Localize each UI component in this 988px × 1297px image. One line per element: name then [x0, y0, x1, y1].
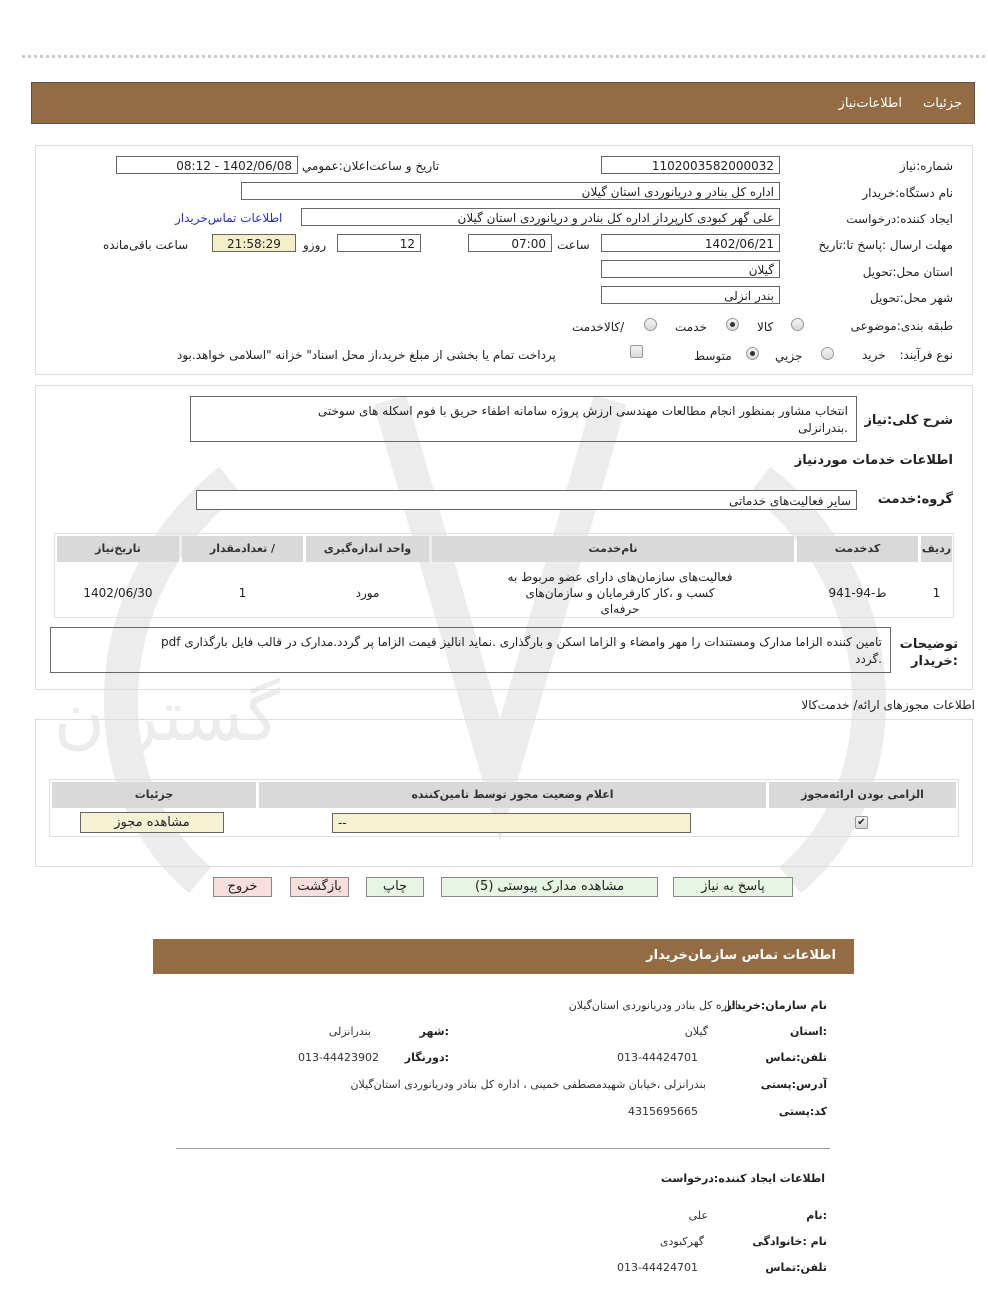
deadline-date-field: 1402/06/21	[601, 234, 780, 252]
buyer-org-field: اداره کل بنادر و دریانوردی استان گیلان	[241, 182, 780, 200]
service-group-field: سایر فعالیت‌های خدماتی	[196, 490, 857, 510]
process-medium-radio[interactable]	[746, 347, 759, 360]
service-name-line-2: کسب و ،کار کارفرمایان و سازمان‌های	[525, 586, 715, 600]
deadline-time-label: ساعت	[557, 238, 590, 252]
service-name-line-1: فعالیت‌های سازمان‌های دارای عضو مربوط به	[507, 570, 733, 584]
general-info-panel	[35, 145, 973, 375]
contact-province-value: گیلان	[684, 1025, 708, 1038]
buyer-notes-label	[900, 636, 958, 670]
contact-org-value: اداره کل بنادر ودریانوردی استان‌گیلان	[568, 999, 738, 1012]
service-name-line-3: حرفه‌ای	[600, 602, 640, 616]
contact-province-label: :استان	[790, 1025, 827, 1038]
days-field: 12	[337, 234, 421, 252]
buyer-notes-line-2: .گردد	[855, 652, 882, 666]
remaining-time-field: 21:58:29	[212, 234, 296, 252]
services-heading: اطلاعات خدمات موردنیاز	[794, 453, 953, 468]
contact-city-value: بندرانزلی	[328, 1025, 371, 1038]
process-buy-text: خرید	[862, 348, 886, 362]
th-permit-details: جزئیات	[52, 782, 256, 808]
process-partial-radio[interactable]	[821, 347, 834, 360]
process-partial-text: جزيي	[775, 349, 803, 363]
city-label: شهر محل:تحویل	[869, 291, 953, 305]
creator-phone-value: 013-44424701	[617, 1261, 698, 1274]
process-medium-text: متوسط	[694, 349, 732, 363]
category-goods-service-text: /کالاخدمت	[572, 320, 625, 334]
category-service-radio[interactable]	[726, 318, 739, 331]
th-permit-status: اعلام وضعیت مجوز توسط تامین‌کننده	[259, 782, 766, 808]
th-service-code: کدخدمت	[797, 536, 918, 562]
deadline-time-field: 07:00	[468, 234, 552, 252]
days-label: روزو	[303, 238, 327, 252]
view-permit-button[interactable]: مشاهده مجوز	[80, 812, 224, 833]
service-group-label: گروه:خدمت	[877, 492, 953, 507]
creator-family-value: گهرکبودی	[659, 1235, 704, 1248]
th-quantity: / تعدادمقدار	[182, 536, 303, 562]
cell-need-date: 1402/06/30	[83, 586, 153, 600]
buyer-notes-label-line-1: توضیحات	[899, 637, 958, 652]
creator-name-label: :نام	[806, 1209, 827, 1222]
contact-fax-label: :دورنگار	[404, 1051, 449, 1064]
cell-index: 1	[932, 586, 941, 600]
need-number-label: شماره:نیاز	[899, 159, 953, 173]
category-label: طبقه بندی:موضوعی	[850, 319, 953, 333]
contact-phone-label: تلفن:تماس	[765, 1051, 827, 1064]
permit-status-field: --	[332, 813, 691, 833]
creator-name-value: علی	[688, 1209, 708, 1222]
th-need-date: تاریخ‌نیاز	[57, 536, 179, 562]
tab-details[interactable]: جزئیات	[923, 96, 962, 111]
buyer-contact-link[interactable]: اطلاعات تماس‌خریدار	[175, 211, 283, 225]
description-label: شرح کلی:نیاز	[864, 413, 953, 428]
cell-unit: مورد	[355, 586, 380, 600]
contact-postal-value: 4315695665	[628, 1105, 698, 1118]
reply-to-need-button[interactable]: پاسخ به نیاز	[673, 877, 793, 897]
contact-divider	[176, 1148, 830, 1149]
category-goods-text: کالا	[757, 320, 774, 334]
th-unit: واحد اندازه‌گیری	[306, 536, 429, 562]
th-permit-required: الزامی بودن ارائه‌مجوز	[769, 782, 956, 808]
cell-code: ط-94-941	[828, 586, 887, 600]
province-label: استان محل:تحویل	[862, 265, 953, 279]
contact-org-label: نام سازمان:خریدار	[725, 999, 827, 1012]
announce-field: 1402/06/08 - 08:12	[116, 156, 298, 174]
description-box	[190, 396, 857, 442]
category-goods-radio[interactable]	[791, 318, 804, 331]
contact-header	[153, 939, 854, 974]
buyer-notes-line-1: تامین کننده الزاما مدارک ومستندات را مهر وامضاء و الزاما اسکن و بارگذاری .نماید انالیز قیمت الزاما پر گردد.مدارک در قالب فایل بارگذاری pdf	[161, 635, 882, 649]
contact-address-value: بندرانزلی ،خیابان شهیدمصطفی خمینی ، اداره کل بنادر ودریانوردی استان‌گیلان	[350, 1078, 706, 1091]
creator-phone-label: تلفن:تماس	[765, 1261, 827, 1274]
description-line-1: انتخاب مشاور بمنظور انجام مطالعات مهندسی ارزش پروژه سامانه اطفاء حریق با فوم اسکله های سوختی	[317, 404, 848, 418]
creator-info-title: اطلاعات ایجاد کننده:درخواست	[660, 1172, 825, 1185]
creator-family-label: نام :خانوادگی	[752, 1235, 827, 1248]
contact-postal-label: کد:پستی	[778, 1105, 827, 1118]
th-row-index: ردیف	[921, 536, 952, 562]
th-service-name: نام‌خدمت	[432, 536, 794, 562]
permit-required-checkbox: ✔	[855, 816, 868, 829]
top-separator	[22, 55, 985, 58]
view-attachments-button[interactable]: مشاهده مدارک پیوستی (5)	[441, 877, 658, 897]
cell-quantity: 1	[238, 586, 247, 600]
process-label: نوع فرآیند:	[899, 348, 953, 362]
contact-city-label: :شهر	[419, 1025, 449, 1038]
page-header	[31, 82, 975, 124]
deadline-label: مهلت ارسال :پاسخ تا:تاریخ	[818, 238, 953, 252]
need-number-field: 1102003582000032	[601, 156, 780, 174]
category-goods-service-radio[interactable]	[644, 318, 657, 331]
print-button[interactable]: چاپ	[366, 877, 424, 897]
back-button[interactable]: بازگشت	[290, 877, 349, 897]
contact-fax-value: 013-44423902	[298, 1051, 379, 1064]
buyer-notes-label-line-2: :خریدار	[911, 654, 958, 669]
description-line-2: .بندرانزلی	[798, 421, 848, 435]
tab-need-info[interactable]: اطلاعات‌نیاز	[838, 96, 902, 111]
contact-phone-value: 013-44424701	[617, 1051, 698, 1064]
watermark-text: گستران	[53, 675, 280, 757]
creator-field: علی گهر کبودی کارپرداز اداره کل بنادر و دریانوردی استان گیلان	[301, 208, 780, 226]
creator-label: ایجاد کننده:درخواست	[846, 212, 953, 226]
category-service-text: خدمت	[675, 320, 707, 334]
province-field: گیلان	[601, 260, 780, 278]
treasury-payment-checkbox[interactable]	[630, 345, 643, 358]
buyer-notes-box	[50, 627, 891, 673]
remaining-label: ساعت باقی‌مانده	[103, 238, 189, 252]
contact-address-label: آدرس:پستی	[760, 1078, 827, 1091]
cell-service-name	[470, 569, 770, 617]
announce-label: تاریخ و ساعت‌اعلان:عمومي	[302, 159, 440, 173]
buyer-org-label: نام دستگاه:خریدار	[862, 186, 953, 200]
exit-button[interactable]: خروج	[213, 877, 272, 897]
contact-title: اطلاعات تماس سازمان‌خریدار	[646, 948, 836, 963]
city-field: بندر انزلی	[601, 286, 780, 304]
treasury-payment-text: پرداخت تمام یا بخشی از مبلغ خرید،از محل اسناد" خزانه "اسلامی خواهد.بود	[177, 348, 556, 362]
permits-title: اطلاعات مجوزهای ارائه/ خدمت‌کالا	[801, 698, 975, 712]
